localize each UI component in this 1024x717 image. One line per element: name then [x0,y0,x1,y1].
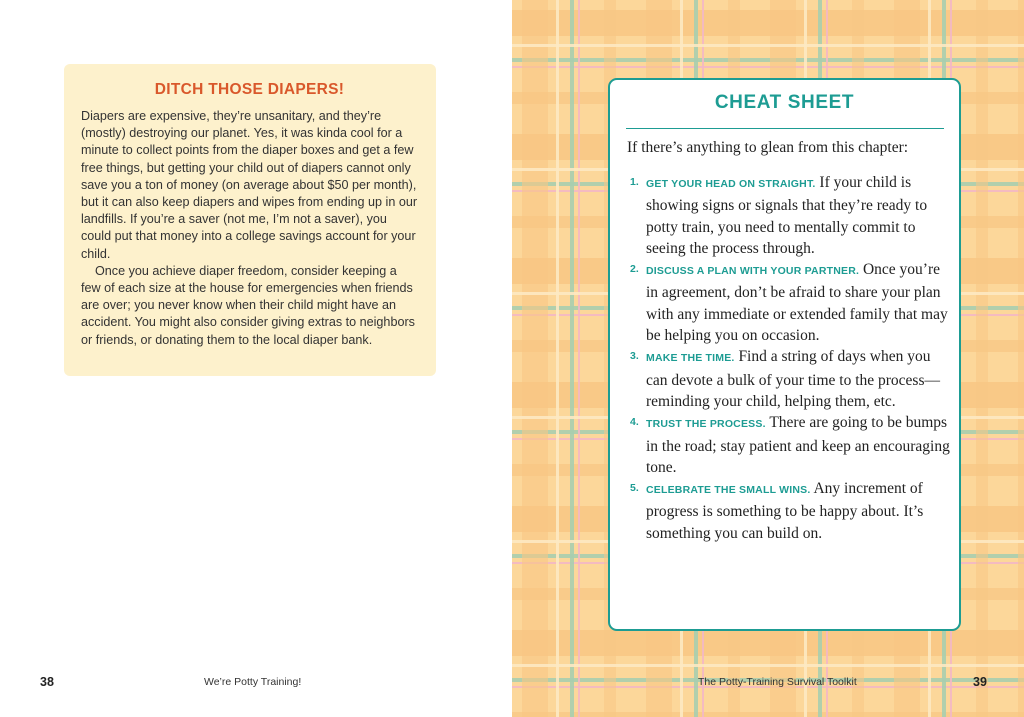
sidebar-paragraph: Diapers are expensive, they’re unsanitary, and they’re (mostly) destroying our planet. Yes, it was kinda cool for a minute to collect points from the diaper boxes and get a few free things, but getting your child out of diapers cannot only save you a ton of money (on average about $50 per month), but it can also keep diapers and wipes from ending up in our landfills. If you’re a saver (not me, I’m not a saver), you could put that money into a college savings account for your child. [81,109,418,261]
item-heading: GET YOUR HEAD ON STRAIGHT. [646,178,816,190]
item-text: Once you’re in agreement, don’t be afraid to share your plan with any immediate or extended family that may be helping you on occasion. [646,261,948,345]
cheat-sheet-intro: If there’s anything to glean from this chapter: [627,139,909,156]
cheat-sheet-item [632,259,950,346]
item-number: 2. [630,263,639,276]
cheat-sheet-title: CHEAT SHEET [714,92,855,113]
sidebar-title: DITCH THOSE DIAPERS! [154,81,345,98]
cheat-sheet-item [632,172,950,259]
item-number: 1. [630,176,639,188]
cheat-sheet-item [632,346,950,412]
cheat-sheet-card [608,78,961,631]
item-number: 4. [630,416,639,429]
item-text: There are going to be bumps in the road; stay patient and keep an encouraging tone. [646,414,950,476]
sidebar-box [64,64,436,376]
item-number: 3. [630,350,639,363]
running-title: The Potty-Training Survival Toolkit [698,676,857,688]
item-heading: TRUST THE PROCESS. [646,418,766,431]
item-text: Find a string of days when you can devote a bulk of your time to the process—reminding your child, helping them, etc. [646,348,940,410]
item-heading: DISCUSS A PLAN WITH YOUR PARTNER. [646,265,860,278]
sidebar-paragraph: Once you achieve diaper freedom, consider keeping a few of each size at the house for emergencies when friends are over; you never know when their child might have an accident. You might also consider giving extras to neighbors or friends, or donating them to the local diaper bank. [81,263,415,347]
item-text: If your child is showing signs or signals that they’re ready to potty train, you need to mentally commit to seeing the process through. [646,174,928,257]
item-text: Any increment of progress is something to be happy about. It’s something you can build on. [646,480,924,542]
title-divider [626,128,944,129]
right-page [512,0,1024,717]
cheat-sheet-item [632,478,950,544]
page-number: 39 [973,675,987,689]
cheat-sheet-item [632,412,950,478]
item-heading: MAKE THE TIME. [646,352,735,365]
item-heading: CELEBRATE THE SMALL WINS. [646,484,811,497]
cheat-sheet-list [632,172,950,544]
page-number: 38 [40,675,54,689]
item-number: 5. [630,482,639,495]
running-title: We’re Potty Training! [204,676,302,688]
